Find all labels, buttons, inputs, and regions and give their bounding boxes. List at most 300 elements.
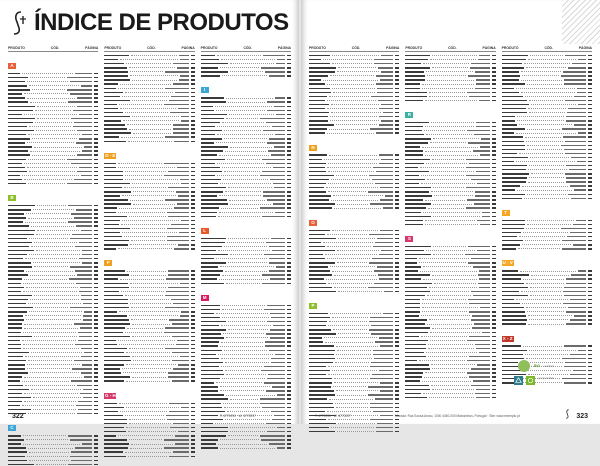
index-row (309, 198, 399, 201)
index-row (104, 95, 194, 98)
index-row (8, 145, 98, 148)
index-row (104, 83, 194, 86)
index-row (502, 274, 592, 277)
index-row (502, 310, 592, 313)
index-row (201, 109, 291, 112)
letter-marker: R (405, 112, 413, 118)
letter-marker: C (8, 425, 16, 431)
index-row (201, 320, 291, 323)
index-row (201, 442, 291, 445)
index-row (502, 176, 592, 179)
index-row (309, 162, 399, 165)
index-row (104, 426, 194, 429)
index-row (405, 129, 495, 132)
index-row (502, 193, 592, 196)
index-row (104, 87, 194, 90)
index-row (201, 373, 291, 376)
index-row (502, 185, 592, 188)
index-row (8, 367, 98, 370)
index-row (201, 249, 291, 252)
index-row (104, 410, 194, 413)
compostable-label: compostable (538, 376, 554, 380)
index-row (8, 404, 98, 407)
index-row (405, 74, 495, 77)
index-row (104, 290, 194, 293)
index-row (502, 239, 592, 242)
index-row (201, 141, 291, 144)
column-header-page: PÁGINA (277, 46, 291, 50)
index-row (104, 140, 194, 143)
index-row (104, 198, 194, 201)
index-row (405, 182, 495, 185)
eco-badges (518, 360, 554, 372)
index-row (309, 353, 399, 356)
index-row (104, 235, 194, 238)
index-row (309, 290, 399, 293)
index-row (104, 247, 194, 250)
index-row (104, 455, 194, 458)
index-row (201, 117, 291, 120)
index-row (104, 115, 194, 118)
index-row (104, 322, 194, 325)
index-row (201, 336, 291, 339)
index-row (405, 186, 495, 189)
index-row (8, 335, 98, 338)
index-row (8, 298, 98, 301)
index-row (502, 107, 592, 110)
column-header (8, 46, 98, 52)
index-row (8, 327, 98, 330)
index-row (502, 58, 592, 61)
index-row (309, 87, 399, 90)
index-row (201, 186, 291, 189)
index-row (502, 302, 592, 305)
index-row (502, 189, 592, 192)
index-row (201, 198, 291, 201)
index-row (309, 194, 399, 197)
index-row (201, 332, 291, 335)
index-row (104, 107, 194, 110)
index-row (201, 369, 291, 372)
index-row (405, 327, 495, 330)
index-row (201, 190, 291, 193)
index-row (104, 314, 194, 317)
index-row (502, 95, 592, 98)
index-row (201, 304, 291, 307)
index-row (104, 331, 194, 334)
index-row (502, 180, 592, 183)
letter-marker: D - E (105, 152, 116, 158)
index-row (8, 174, 98, 177)
index-row (309, 62, 399, 65)
index-row (8, 158, 98, 161)
column-header-code: CÓD. (50, 46, 60, 50)
index-row (309, 186, 399, 189)
index-row (309, 274, 399, 277)
index-row (201, 125, 291, 128)
index-row (309, 393, 399, 396)
index-row (405, 384, 495, 387)
index-row (104, 430, 194, 433)
index-row (309, 174, 399, 177)
index-row (502, 349, 592, 352)
index-row (405, 253, 495, 256)
index-row (201, 237, 291, 240)
index-row (309, 349, 399, 352)
index-row (201, 166, 291, 169)
index-row (502, 131, 592, 134)
index-row (201, 406, 291, 409)
index-row (309, 229, 399, 232)
index-row (104, 78, 194, 81)
index-row (104, 335, 194, 338)
index-row (309, 430, 399, 433)
index-row (8, 388, 98, 391)
index-row (104, 170, 194, 173)
index-row (502, 70, 592, 73)
letter-marker: O (309, 220, 317, 226)
index-row (201, 207, 291, 210)
index-row (405, 162, 495, 165)
index-row (201, 381, 291, 384)
column-header (104, 46, 194, 52)
index-row (309, 249, 399, 252)
index-row (8, 371, 98, 374)
index-row (502, 223, 592, 226)
index-row (405, 223, 495, 226)
column-header-product: PRODUTO (200, 46, 218, 50)
index-row (104, 269, 194, 272)
index-columns-right (309, 46, 592, 410)
brand-logo-icon (10, 10, 28, 36)
index-row (309, 190, 399, 193)
letter-marker: P (309, 303, 317, 309)
index-row (8, 359, 98, 362)
index-row (8, 278, 98, 281)
index-row (201, 211, 291, 214)
index-row (201, 62, 291, 65)
column-header-code: CÓD. (243, 46, 252, 50)
index-row (8, 166, 98, 169)
index-row (309, 182, 399, 185)
index-column (405, 46, 495, 410)
index-row (201, 328, 291, 331)
index-row (405, 343, 495, 346)
index-row (104, 359, 194, 362)
index-row (201, 194, 291, 197)
index-row (502, 247, 592, 250)
index-row (502, 282, 592, 285)
index-row (8, 212, 98, 215)
index-row (405, 331, 495, 334)
index-row (104, 298, 194, 301)
index-row (201, 398, 291, 401)
column-header-page: PÁGINA (386, 46, 400, 50)
index-row (502, 123, 592, 126)
index-row (502, 160, 592, 163)
index-column (502, 46, 592, 410)
index-row (201, 349, 291, 352)
index-row (8, 269, 98, 272)
index-row (104, 103, 194, 106)
index-row (8, 434, 98, 437)
right-page (301, 0, 600, 424)
index-row (201, 426, 291, 429)
index-row (8, 355, 98, 358)
index-row (104, 99, 194, 102)
index-row (405, 194, 495, 197)
index-row (309, 95, 399, 98)
column-header-product: PRODUTO (309, 46, 326, 50)
index-row (104, 243, 194, 246)
index-row (405, 306, 495, 309)
index-row (201, 54, 291, 57)
index-row (104, 62, 194, 65)
index-row (502, 197, 592, 200)
index-row (8, 363, 98, 366)
index-row (8, 182, 98, 185)
index-row (405, 166, 495, 169)
index-row (104, 223, 194, 226)
index-row (405, 286, 495, 289)
index-row (309, 316, 399, 319)
index-row (405, 121, 495, 124)
index-row (201, 282, 291, 285)
index-row (201, 257, 291, 260)
index-row (405, 335, 495, 338)
index-row (8, 241, 98, 244)
index-row (502, 148, 592, 151)
index-row (8, 204, 98, 207)
page-header (10, 8, 289, 38)
index-row (309, 203, 399, 206)
index-row (309, 373, 399, 376)
index-row (8, 101, 98, 104)
index-row (104, 274, 194, 277)
index-row (104, 190, 194, 193)
index-row (104, 231, 194, 234)
column-header-code: CÓD. (351, 46, 361, 50)
index-row (405, 203, 495, 206)
index-row (201, 278, 291, 281)
index-row (309, 265, 399, 268)
index-row (8, 314, 98, 317)
index-row (405, 318, 495, 321)
index-row (104, 136, 194, 139)
index-row (405, 375, 495, 378)
index-row (309, 377, 399, 380)
index-row (309, 237, 399, 240)
index-row (201, 340, 291, 343)
index-row (201, 402, 291, 405)
index-row (309, 332, 399, 335)
eco-leaf-icon (518, 360, 530, 372)
index-row (8, 318, 98, 321)
fsc-badge-text: certified (544, 364, 554, 368)
index-row (405, 207, 495, 210)
letter-marker: U - V (502, 260, 513, 266)
index-row (405, 265, 495, 268)
index-row (201, 58, 291, 61)
letter-marker: L (201, 228, 209, 234)
index-row (502, 119, 592, 122)
column-header (405, 46, 495, 52)
index-row (201, 158, 291, 161)
index-row (201, 434, 291, 437)
index-row (8, 225, 98, 228)
index-row (502, 269, 592, 272)
index-row (201, 96, 291, 99)
index-row (309, 340, 399, 343)
index-row (502, 306, 592, 309)
index-row (8, 351, 98, 354)
index-row (104, 123, 194, 126)
index-row (502, 140, 592, 143)
index-row (201, 361, 291, 364)
index-row (8, 347, 98, 350)
index-row (309, 257, 399, 260)
index-row (309, 131, 399, 134)
index-row (104, 367, 194, 370)
page-title (34, 9, 289, 37)
eco-badge-label: BIO (533, 364, 541, 368)
index-row (201, 105, 291, 108)
index-row (309, 241, 399, 244)
index-row (201, 324, 291, 327)
index-row (8, 274, 98, 277)
index-row (502, 66, 592, 69)
index-row (104, 375, 194, 378)
index-row (309, 83, 399, 86)
index-row (309, 66, 399, 69)
index-row (405, 54, 495, 57)
column-header-code: CÓD. (544, 46, 553, 50)
index-row (8, 306, 98, 309)
page-number-right: 323 (576, 413, 588, 420)
index-row (201, 274, 291, 277)
index-row (8, 339, 98, 342)
index-row (309, 123, 399, 126)
index-row (8, 178, 98, 181)
index-row (309, 422, 399, 425)
index-row (405, 396, 495, 399)
index-row (502, 99, 592, 102)
index-row (405, 339, 495, 342)
index-row (201, 74, 291, 77)
index-row (8, 245, 98, 248)
index-row (309, 74, 399, 77)
index-row (8, 446, 98, 449)
index-row (502, 298, 592, 301)
index-row (405, 274, 495, 277)
index-row (104, 203, 194, 206)
index-row (309, 357, 399, 360)
index-row (8, 396, 98, 399)
index-row (405, 125, 495, 128)
index-row (201, 215, 291, 218)
column-header-product: PRODUTO (501, 46, 519, 50)
index-row (309, 99, 399, 102)
index-row (502, 78, 592, 81)
index-row (201, 353, 291, 356)
index-row (201, 170, 291, 173)
index-row (309, 261, 399, 264)
index-row (104, 54, 194, 57)
index-row (309, 381, 399, 384)
title-bold: ÍNDICE (34, 9, 113, 36)
index-row (405, 149, 495, 152)
index-column (309, 46, 399, 410)
index-row (405, 257, 495, 260)
index-row (201, 178, 291, 181)
index-row (405, 198, 495, 201)
index-row (405, 141, 495, 144)
index-row (405, 137, 495, 140)
index-row (502, 91, 592, 94)
index-row (104, 406, 194, 409)
index-row (201, 154, 291, 157)
index-row (201, 129, 291, 132)
index-row (201, 137, 291, 140)
index-row (104, 343, 194, 346)
index-row (104, 418, 194, 421)
index-row (309, 245, 399, 248)
index-row (8, 221, 98, 224)
index-row (502, 115, 592, 118)
index-row (405, 278, 495, 281)
index-row (405, 95, 495, 98)
index-row (8, 233, 98, 236)
index-row (405, 380, 495, 383)
footer-phone-right: T: 4770090 · W: 4770097 (315, 414, 351, 418)
index-row (405, 302, 495, 305)
index-row (405, 359, 495, 362)
index-row (8, 322, 98, 325)
index-row (405, 261, 495, 264)
index-row (405, 170, 495, 173)
index-row (309, 418, 399, 421)
index-row (405, 190, 495, 193)
index-row (104, 347, 194, 350)
index-row (201, 389, 291, 392)
index-row (502, 353, 592, 356)
index-column (201, 46, 291, 410)
index-row (405, 174, 495, 177)
index-row (104, 166, 194, 169)
index-row (309, 410, 399, 413)
index-row (405, 133, 495, 136)
index-row (8, 442, 98, 445)
index-row (405, 219, 495, 222)
certification-badges (514, 376, 554, 385)
index-row (104, 339, 194, 342)
column-header (201, 46, 291, 52)
index-row (201, 393, 291, 396)
index-row (8, 384, 98, 387)
index-row (405, 269, 495, 272)
index-row (309, 286, 399, 289)
column-header-product: PRODUTO (405, 46, 423, 50)
index-row (8, 125, 98, 128)
index-row (104, 294, 194, 297)
index-row (104, 119, 194, 122)
index-row (104, 127, 194, 130)
index-row (201, 121, 291, 124)
index-row (502, 136, 592, 139)
footer-contact-right: Morada: Rua Sousa Aroso, 1000 4450-000 Matosinhos, Portugal · Site: www.exemplo.pt (395, 414, 520, 418)
index-row (309, 253, 399, 256)
index-row (405, 322, 495, 325)
